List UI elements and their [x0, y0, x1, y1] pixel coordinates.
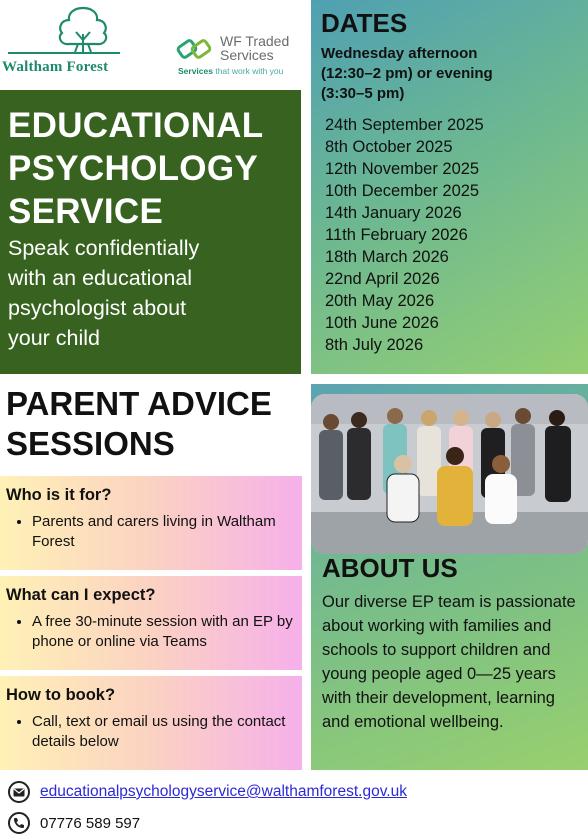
logo-divider — [8, 52, 120, 54]
phone-contact-row — [8, 810, 140, 836]
parent-advice-heading: PARENT ADVICE SESSIONS — [6, 385, 272, 462]
date-item: 12th November 2025 — [325, 160, 480, 178]
date-item: 8th October 2025 — [325, 138, 453, 156]
traded-tagline: Services that work with you — [178, 66, 284, 76]
tree-icon — [48, 4, 118, 54]
dates-list — [325, 114, 578, 356]
envelope-icon — [8, 781, 30, 803]
team-photo — [311, 394, 588, 554]
chain-link-icon — [176, 34, 214, 64]
date-item: 24th September 2025 — [325, 116, 484, 134]
date-item: 10th December 2025 — [325, 182, 480, 200]
waltham-forest-logo — [0, 0, 140, 86]
email-contact-row — [8, 779, 407, 805]
team-group-image — [311, 394, 588, 554]
who-is-it-for-bullet: • Parents and carers living in Waltham Forest — [32, 512, 296, 552]
traded-name: WF Traded Services — [220, 33, 290, 63]
page-title: EDUCATIONAL PSYCHOLOGY SERVICE — [8, 106, 264, 231]
who-is-it-for-box — [0, 476, 302, 570]
date-item: 22nd April 2026 — [325, 270, 440, 288]
council-name: Waltham Forest — [2, 59, 109, 75]
service-title-block — [0, 90, 301, 374]
about-us-panel — [311, 384, 588, 770]
date-item: 11th February 2026 — [325, 226, 468, 244]
what-to-expect-bullet: • A free 30-minute session with an EP by phone or online via Teams — [32, 612, 296, 652]
dates-panel — [311, 0, 588, 374]
email-link[interactable]: educationalpsychologyservice@walthamforest.gov.uk — [40, 783, 407, 800]
phone-number[interactable]: 07776 589 597 — [40, 814, 141, 832]
about-us-text: Our diverse EP team is passionate about working with families and schools to support children and young people aged 0—25 years with their development, learning and emotional wellbeing. — [322, 593, 576, 731]
date-item: 14th January 2026 — [325, 204, 462, 222]
date-item: 8th July 2026 — [325, 336, 424, 354]
phone-icon — [8, 812, 30, 834]
how-to-book-box — [0, 676, 302, 770]
who-is-it-for-title: Who is it for? — [6, 486, 112, 504]
service-subtitle: Speak confidentially with an educational psychologist about your child — [8, 236, 200, 350]
wf-traded-services-logo — [176, 32, 306, 82]
dates-heading: DATES — [321, 8, 408, 38]
how-to-book-title: How to book? — [6, 686, 116, 704]
dates-time-info: Wednesday afternoon (12:30–2 pm) or evening (3:30–5 pm) — [321, 45, 493, 102]
how-to-book-bullet: • Call, text or email us using the contact details below — [32, 712, 296, 752]
date-item: 10th June 2026 — [325, 314, 439, 332]
what-to-expect-box — [0, 576, 302, 670]
what-to-expect-title: What can I expect? — [6, 586, 156, 604]
about-us-heading: ABOUT US — [322, 553, 458, 583]
date-item: 18th March 2026 — [325, 248, 449, 266]
date-item: 20th May 2026 — [325, 292, 435, 310]
